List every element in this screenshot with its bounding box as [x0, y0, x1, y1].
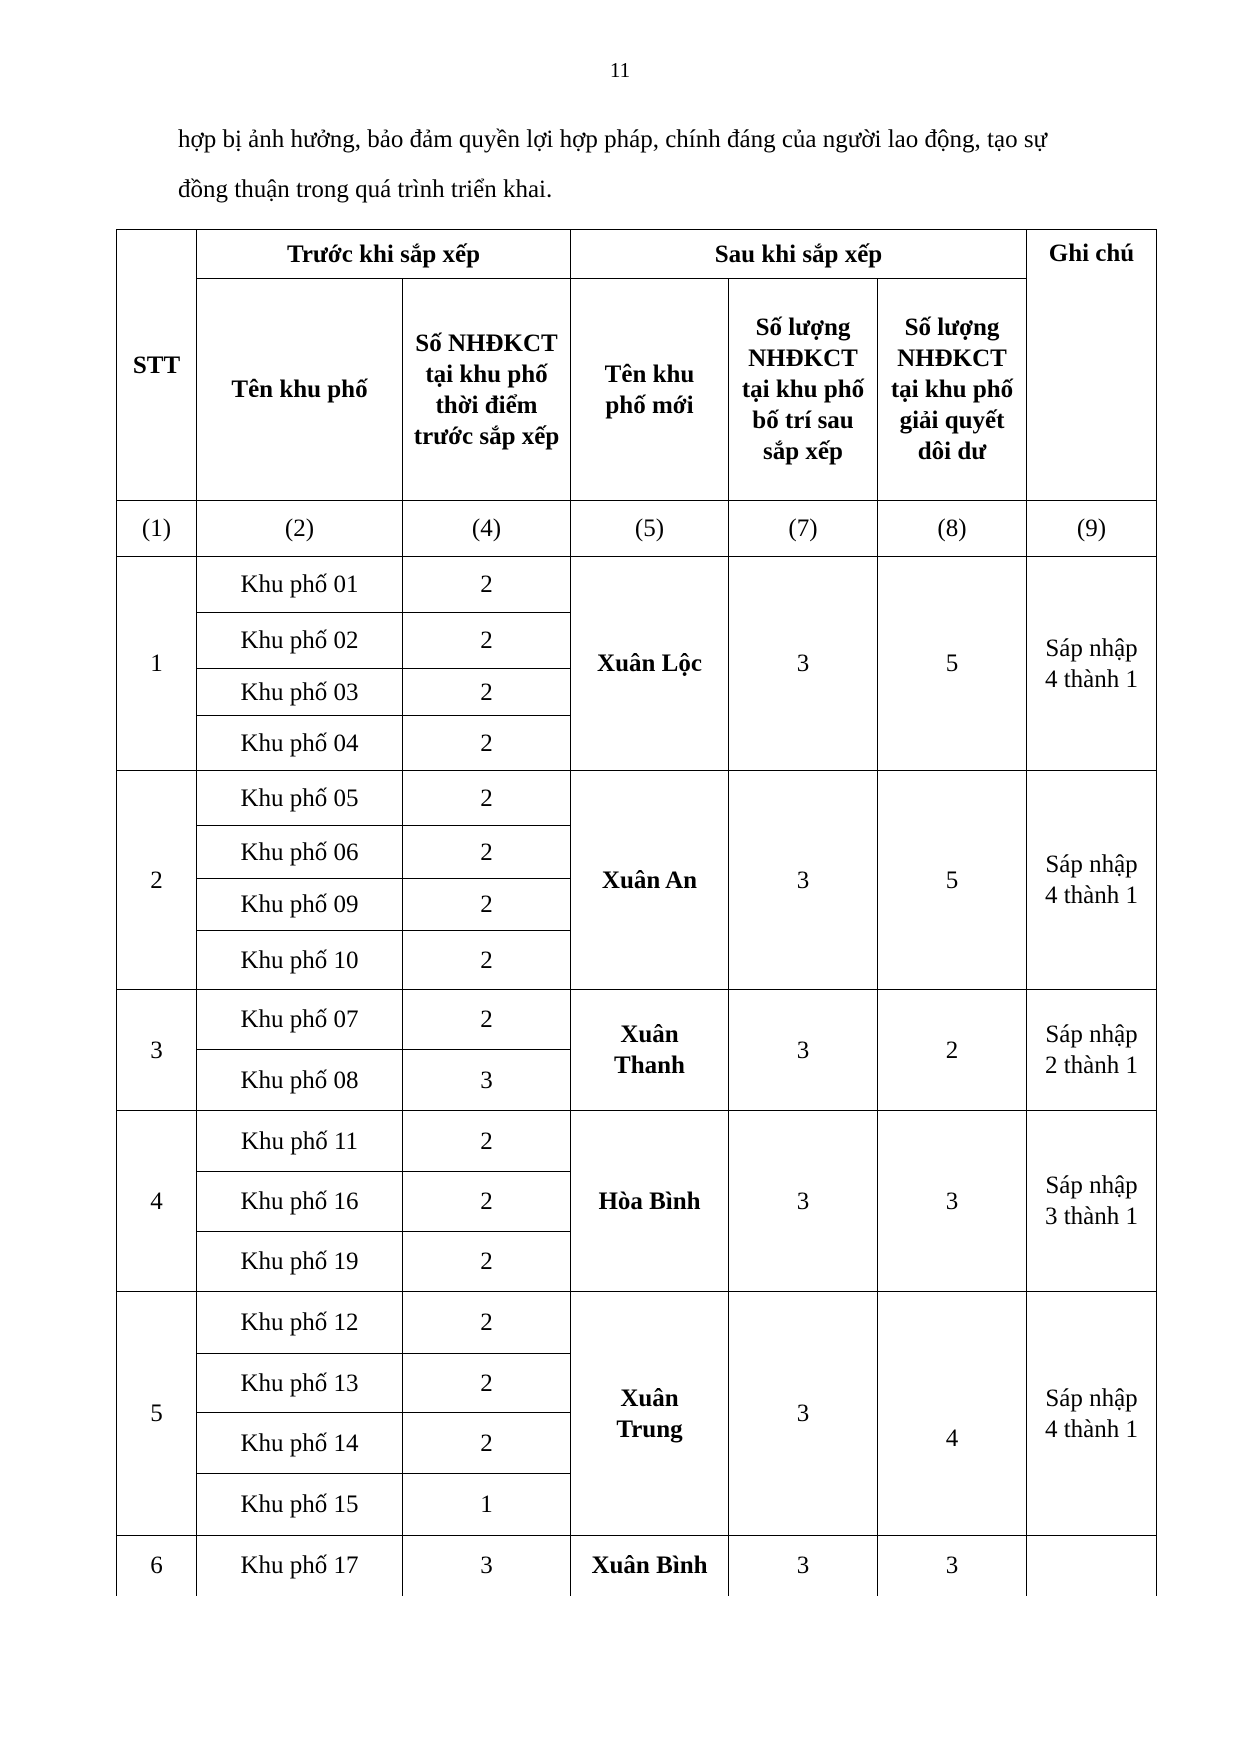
old-name-cell: Khu phố 01	[197, 557, 403, 613]
header-before: Trước khi sắp xếp	[197, 230, 571, 279]
old-count-cell: 2	[403, 1292, 571, 1354]
old-count-cell: 2	[403, 557, 571, 613]
surplus-cell: 5	[878, 771, 1027, 990]
old-count-cell: 1	[403, 1474, 571, 1536]
stt-cell: 6	[117, 1536, 197, 1596]
old-count-cell: 2	[403, 1172, 571, 1232]
surplus-cell: 4	[878, 1292, 1027, 1536]
old-name-cell: Khu phố 13	[197, 1354, 403, 1413]
old-count-cell: 2	[403, 1111, 571, 1172]
new-name-cell: Xuân An	[571, 771, 729, 990]
stt-cell: 2	[117, 771, 197, 990]
old-name-cell: Khu phố 02	[197, 613, 403, 669]
old-count-cell: 3	[403, 1536, 571, 1596]
surplus-cell: 2	[878, 990, 1027, 1111]
header-surplus: Số lượng NHĐKCT tại khu phố giải quyết dôi dư	[878, 279, 1027, 501]
old-name-cell: Khu phố 10	[197, 931, 403, 990]
note-cell: Sáp nhập 4 thành 1	[1027, 1292, 1157, 1536]
note-cell: Sáp nhập 4 thành 1	[1027, 557, 1157, 771]
old-count-cell: 2	[403, 879, 571, 931]
header-after: Sau khi sắp xếp	[571, 230, 1027, 279]
surplus-cell: 3	[878, 1536, 1027, 1596]
old-name-cell: Khu phố 15	[197, 1474, 403, 1536]
stt-cell: 5	[117, 1292, 197, 1536]
new-name-cell: Hòa Bình	[571, 1111, 729, 1292]
old-name-cell: Khu phố 19	[197, 1232, 403, 1292]
old-name-cell: Khu phố 04	[197, 716, 403, 771]
col-number: (7)	[729, 501, 878, 557]
old-count-cell: 2	[403, 716, 571, 771]
col-number: (4)	[403, 501, 571, 557]
paragraph-line-1: hợp bị ảnh hưởng, bảo đảm quyền lợi hợp pháp, chính đáng của người lao động, tạo sự	[178, 126, 1048, 153]
old-count-cell: 2	[403, 771, 571, 826]
header-stt: STT	[117, 230, 197, 501]
new-name-cell: Xuân Lộc	[571, 557, 729, 771]
note-cell	[1027, 1536, 1157, 1596]
header-old-name: Tên khu phố	[197, 279, 403, 501]
old-count-cell: 2	[403, 613, 571, 669]
assigned-cell: 3	[729, 990, 878, 1111]
surplus-cell: 3	[878, 1111, 1027, 1292]
old-count-cell: 3	[403, 1050, 571, 1111]
note-cell: Sáp nhập 2 thành 1	[1027, 990, 1157, 1111]
surplus-cell: 5	[878, 557, 1027, 771]
assigned-cell: 3	[729, 1111, 878, 1292]
old-count-cell: 2	[403, 669, 571, 716]
stt-cell: 1	[117, 557, 197, 771]
old-name-cell: Khu phố 05	[197, 771, 403, 826]
old-count-cell: 2	[403, 1232, 571, 1292]
old-name-cell: Khu phố 12	[197, 1292, 403, 1354]
old-name-cell: Khu phố 03	[197, 669, 403, 716]
page-number: 11	[609, 58, 631, 82]
col-number: (8)	[878, 501, 1027, 557]
col-number: (2)	[197, 501, 403, 557]
old-name-cell: Khu phố 07	[197, 990, 403, 1050]
old-count-cell: 2	[403, 826, 571, 879]
old-count-cell: 2	[403, 1354, 571, 1413]
old-name-cell: Khu phố 14	[197, 1413, 403, 1474]
stt-cell: 3	[117, 990, 197, 1111]
note-cell: Sáp nhập 3 thành 1	[1027, 1111, 1157, 1292]
assigned-cell: 3	[729, 557, 878, 771]
stt-cell: 4	[117, 1111, 197, 1292]
old-count-cell: 2	[403, 931, 571, 990]
old-name-cell: Khu phố 08	[197, 1050, 403, 1111]
header-new-name: Tên khu phố mới	[571, 279, 729, 501]
old-name-cell: Khu phố 06	[197, 826, 403, 879]
new-name-cell: Xuân Bình	[571, 1536, 729, 1596]
old-name-cell: Khu phố 09	[197, 879, 403, 931]
old-name-cell: Khu phố 17	[197, 1536, 403, 1596]
col-number: (5)	[571, 501, 729, 557]
col-number: (1)	[117, 501, 197, 557]
assigned-cell: 3	[729, 1292, 878, 1536]
header-assigned: Số lượng NHĐKCT tại khu phố bố trí sau sắp xếp	[729, 279, 878, 501]
old-name-cell: Khu phố 16	[197, 1172, 403, 1232]
paragraph-line-2: đồng thuận trong quá trình triển khai.	[178, 176, 553, 203]
assigned-cell: 3	[729, 771, 878, 990]
reorganization-table	[116, 229, 1157, 1596]
header-old-count: Số NHĐKCT tại khu phố thời điểm trước sắp xếp	[403, 279, 571, 501]
header-note: Ghi chú	[1027, 230, 1157, 501]
assigned-cell: 3	[729, 1536, 878, 1596]
new-name-cell: Xuân Trung	[571, 1292, 729, 1536]
old-count-cell: 2	[403, 990, 571, 1050]
old-count-cell: 2	[403, 1413, 571, 1474]
note-cell: Sáp nhập 4 thành 1	[1027, 771, 1157, 990]
col-number: (9)	[1027, 501, 1157, 557]
old-name-cell: Khu phố 11	[197, 1111, 403, 1172]
new-name-cell: Xuân Thanh	[571, 990, 729, 1111]
